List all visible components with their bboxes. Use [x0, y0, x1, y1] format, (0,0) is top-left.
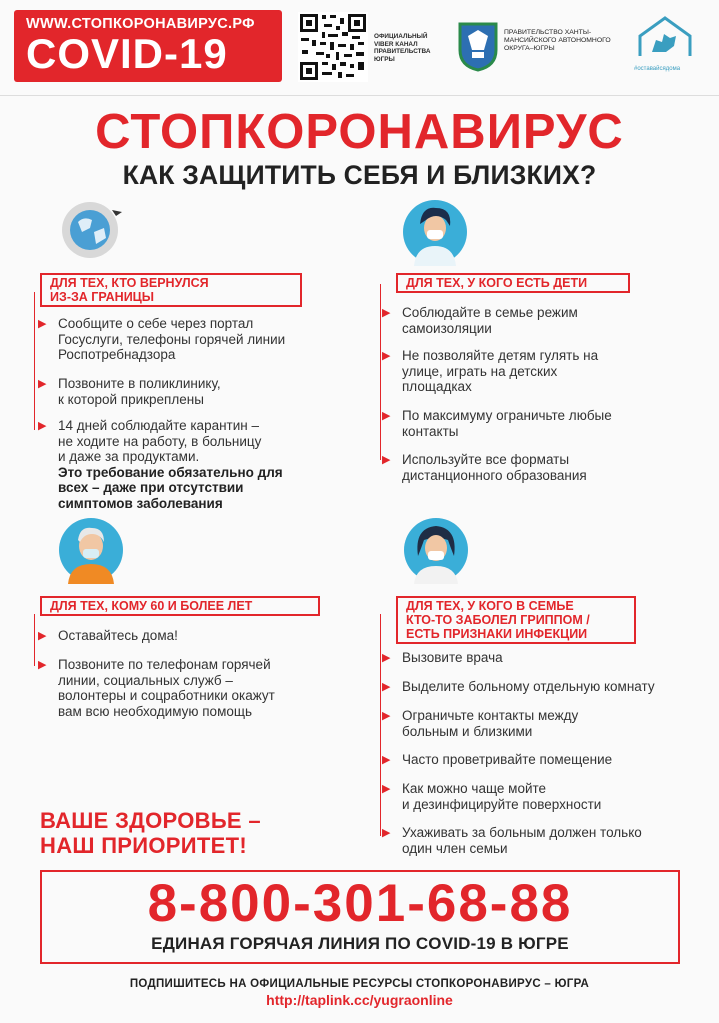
arrow-icon: ▶: [382, 350, 391, 362]
header-url[interactable]: WWW.СТОПКОРОНАВИРУС.РФ: [26, 16, 255, 32]
sick-heading-line-1: ДЛЯ ТЕХ, У КОГО В СЕМЬЕ: [406, 599, 574, 613]
subscribe-caption: ПОДПИШИТЕСЬ НА ОФИЦИАЛЬНЫЕ РЕСУРСЫ СТОПКОРОНАВИРУС – ЮГРА: [129, 978, 590, 990]
sick-item-3: ▶ Ограничьте контакты между больным и близкими: [382, 708, 579, 739]
returned-heading-line-1: ДЛЯ ТЕХ, КТО ВЕРНУЛСЯ: [50, 276, 209, 290]
arrow-icon: ▶: [38, 420, 47, 432]
globe-plane-icon: [60, 198, 126, 260]
arrow-icon: ▶: [382, 783, 391, 795]
children-heading: ДЛЯ ТЕХ, У КОГО ЕСТЬ ДЕТИ: [406, 276, 588, 290]
arrow-icon: ▶: [382, 681, 391, 693]
hotline-phone-number[interactable]: 8-800-301-68-88: [147, 874, 573, 933]
woman-avatar-icon: [402, 516, 470, 584]
child-avatar-icon: [400, 198, 470, 266]
arrow-icon: ▶: [38, 318, 47, 330]
arrow-icon: ▶: [38, 630, 47, 642]
arrow-icon: ▶: [382, 754, 391, 766]
stay-home-hashtag: #оставайсядома: [634, 66, 681, 72]
arrow-icon: ▶: [382, 410, 391, 422]
arrow-icon: ▶: [382, 710, 391, 722]
seniors-section-heading: [40, 596, 320, 616]
returned-section-line: [34, 292, 35, 430]
sick-item-5: ▶ Как можно чаще мойте и дезинфицируйте поверхности: [382, 781, 602, 812]
arrow-icon: ▶: [38, 378, 47, 390]
seniors-heading: ДЛЯ ТЕХ, КОМУ 60 И БОЛЕЕ ЛЕТ: [50, 599, 253, 613]
header-divider: [0, 95, 719, 96]
sick-item-4: ▶ Часто проветривайте помещение: [382, 752, 613, 767]
page-subtitle: КАК ЗАЩИТИТЬ СЕБЯ И БЛИЗКИХ?: [122, 160, 597, 190]
seniors-item-1: ▶ Оставайтесь дома!: [38, 628, 178, 643]
arrow-icon: ▶: [382, 454, 391, 466]
children-section-heading: [396, 273, 630, 293]
sick-item-1: ▶ Вызовите врача: [382, 650, 503, 665]
returned-item-3: ▶ 14 дней соблюдайте карантин – не ходите на работу, в больницу и даже за продуктами. Это требование обязательно для всех – даже при отсутствии симптомов заболевания: [38, 418, 283, 511]
qr-code-icon[interactable]: [298, 12, 368, 82]
health-priority-slogan: ВАШЕ ЗДОРОВЬЕ – НАШ ПРИОРИТЕТ!: [40, 808, 261, 858]
arrow-icon: ▶: [382, 652, 391, 664]
returned-item-2: ▶ Позвоните в поликлинику, к которой прикреплены: [38, 376, 221, 407]
sick-item-2: ▶ Выделите больному отдельную комнату: [382, 679, 655, 694]
arrow-icon: ▶: [38, 659, 47, 671]
yugra-emblem-icon: [456, 20, 500, 72]
sick-section-line: [380, 614, 381, 836]
seniors-item-2: ▶ Позвоните по телефонам горячей линии, социальных служб – волонтеры и соцработники окажут вам всю необходимую помощь: [38, 657, 275, 719]
sick-section-heading: [396, 596, 636, 644]
hotline-caption: ЕДИНАЯ ГОРЯЧАЯ ЛИНИЯ ПО COVID-19 В ЮГРЕ: [151, 934, 569, 953]
seniors-section-line: [34, 614, 35, 666]
children-item-3: ▶ По максимуму ограничьте любые контакты: [382, 408, 612, 439]
header-covid-title: COVID-19: [26, 30, 228, 77]
children-section-line: [380, 284, 381, 460]
taplink-url[interactable]: http://taplink.cc/yugraonline: [266, 992, 453, 1008]
senior-avatar-icon: [56, 516, 126, 584]
returned-item-1: ▶ Сообщите о себе через портал Госуслуги, телефоны горячей линии Роспотребнадзора: [38, 316, 286, 362]
children-item-2: ▶ Не позволяйте детям гулять на улице, играть на детских площадках: [382, 348, 599, 394]
arrow-icon: ▶: [382, 827, 391, 839]
sick-heading-line-3: ЕСТЬ ПРИЗНАКИ ИНФЕКЦИИ: [406, 627, 588, 641]
government-caption: ПРАВИТЕЛЬСТВО ХАНТЫ-МАНСИЙСКОГО АВТОНОМНОГО ОКРУГА–ЮГРЫ: [504, 29, 611, 52]
viber-channel-caption: ОФИЦИАЛЬНЫЙ VIBER КАНАЛ ПРАВИТЕЛЬСТВА ЮГРЫ: [374, 33, 431, 63]
stay-home-house-icon: [636, 12, 694, 60]
children-item-4: ▶ Используйте все форматы дистанционного образования: [382, 452, 587, 483]
children-item-1: ▶ Соблюдайте в семье режим самоизоляции: [382, 305, 578, 336]
page-title: СТОПКОРОНАВИРУС: [95, 105, 624, 159]
returned-heading-line-2: ИЗ-ЗА ГРАНИЦЫ: [50, 290, 155, 304]
sick-heading-line-2: КТО-ТО ЗАБОЛЕЛ ГРИППОМ /: [406, 613, 590, 627]
arrow-icon: ▶: [382, 307, 391, 319]
sick-item-6: ▶ Ухаживать за больным должен только один член семьи: [382, 825, 642, 856]
returned-section-heading: [40, 273, 302, 307]
